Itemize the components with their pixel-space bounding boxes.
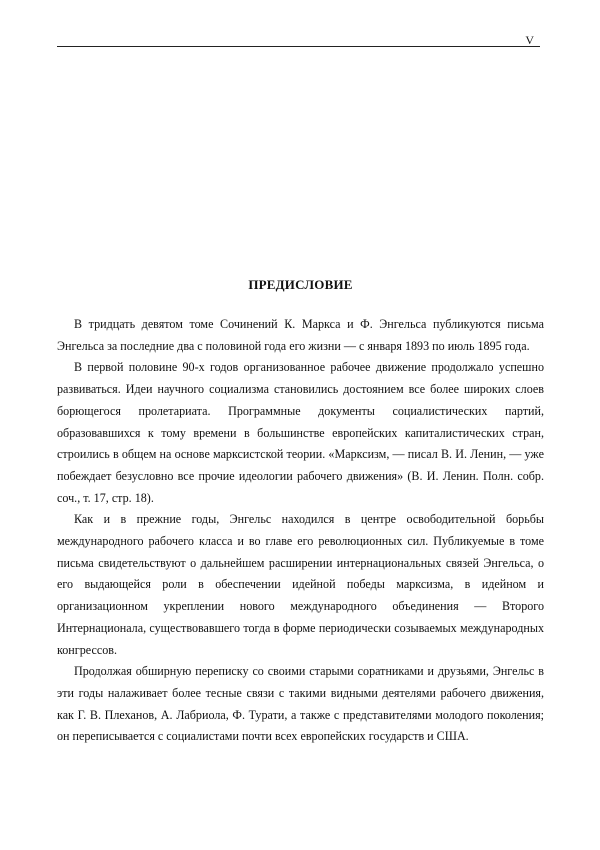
page-number: V — [525, 33, 534, 47]
paragraph: Как и в прежние годы, Энгельс находился в центре освободительной борьбы международного рабочего класса и во главе его революционных сил. Публикуемые в томе письма свидетельствуют о дальнейшем расширении интернациональных связей Энгельса, о его выдающейся роли в обеспечении идейной победы марксизма, в идейном и организационном укреплении нового международного объединения — Второго Интернационала, существовавшего тогда в форме периодически созываемых международных конгрессов. — [57, 512, 544, 657]
page-title: ПРЕДИСЛОВИЕ — [248, 277, 353, 292]
paragraph: В первой половине 90-х годов организованное рабочее движение продолжало успешно развиваться. Идеи научного социализма становились достоянием все более широких слоев борющегося пролетариата. Программные документы социалистических партий, образовавшихся к тому времени в большинстве европейских капиталистических стран, строились в общем на основе марксистской теории. «Марксизм, — писал В. И. Ленин, — уже побеждает безусловно все прочие идеологии рабочего движения» (В. И. Ленин. Полн. собр. соч., т. 17, стр. 18). — [57, 360, 544, 505]
paragraph: В тридцать девятом томе Сочинений К. Маркса и Ф. Энгельса публикуются письма Энгельса за последние два с половиной года его жизни — с января 1893 по июль 1895 года. — [57, 317, 544, 353]
header-rule — [57, 46, 540, 47]
paragraph: Продолжая обширную переписку со своими старыми соратниками и друзьями, Энгельс в эти годы налаживает более тесные связи с такими видными деятелями рабочего движения, как Г. В. Плеханов, А. Лабриола, Ф. Турати, а также с представителями молодого поколения; он переписывается с социалистами почти всех европейских государств и США. — [57, 664, 544, 744]
body-text — [57, 314, 544, 748]
